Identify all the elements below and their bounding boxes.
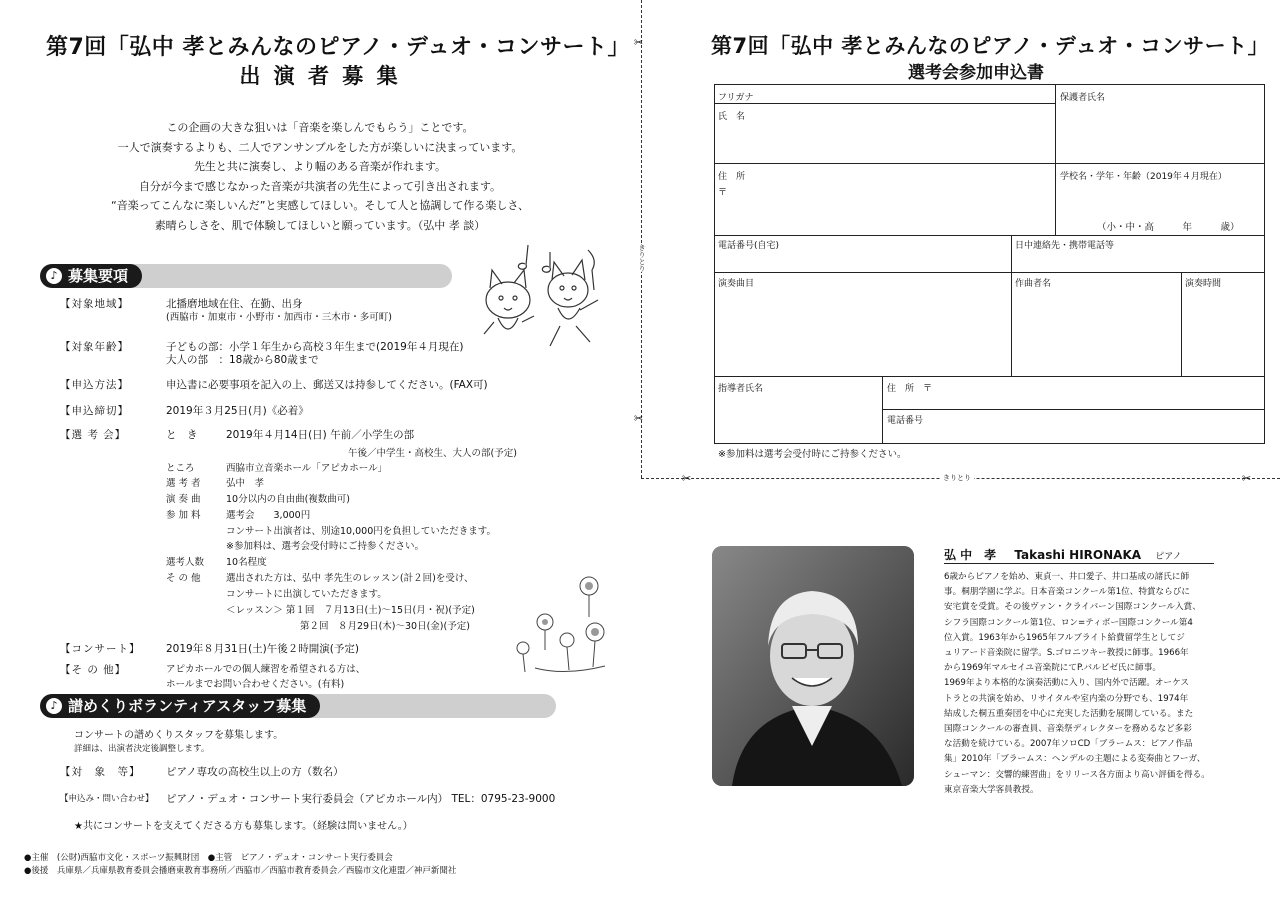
bio-line: から1969年マルセイユ音楽院にてP.バルビゼ氏に師事。 [944,663,1161,674]
age-label: 【対象年齢】 [60,341,129,353]
bio-line: トラとの共演を始め、リサイタルや室内楽の分野でも、1974年 [944,693,1189,704]
portrait-photo [712,546,914,786]
bio-line: 事。桐朋学園に学ぶ。日本音楽コンクール第1位、特賞ならびに [944,587,1190,598]
bio-line: 6歳からピアノを始め、東貞一、井口愛子、井口基成の諸氏に師 [944,572,1190,582]
daytime-contact-field[interactable]: 日中連絡先・携帯電話等 [1015,241,1115,251]
lesson1: ＜レッスン＞ 第１回 ７月13日(土)～15日(月・祝)(予定) [226,605,475,616]
scissors-icon: ✂ [1242,472,1252,485]
concert-value: 2019年８月31日(土)午後２時開演(予定) [166,643,359,655]
target-label: 【対 象 等】 [60,766,141,778]
deadline-label: 【申込締切】 [60,405,129,417]
footer-organizer: ●主催 (公財)西脇市文化・スポーツ振興財団 ●主管 ピアノ・デュオ・コンサート実行委員会 [24,853,393,863]
furigana-field[interactable]: フリガナ [718,93,754,103]
bio-line: ュリアード音楽院に留学。S.ゴロニツキー教授に師事。1966年 [944,648,1189,659]
flowers-illustration [505,572,615,687]
area-detail: (西脇市・加東市・小野市・加西市・三木市・多可町) [166,312,392,323]
toki-label: と き [166,429,198,441]
teacher-name-field[interactable]: 指導者氏名 [718,384,764,394]
home-phone-field[interactable]: 電話番号(自宅) [718,241,780,251]
tokoro-value: 西脇市立音楽ホール「アピカホール」 [226,463,388,474]
teacher-phone-field[interactable]: 電話番号 [887,416,924,426]
count-value: 10名程度 [226,557,267,568]
contact-value: ピアノ・デュオ・コンサート実行委員会（アピカホール内） TEL：0795-23-9000 [166,793,556,805]
other-label: そ の 他 [166,573,201,584]
section1-title: 募集要項 [68,267,129,285]
bio-role: ピアノ [1155,552,1182,562]
tokoro-label: ところ [166,463,195,474]
section1-header [40,264,142,288]
fee-label: 参 加 料 [166,510,201,521]
form-note: ※参加料は選考会受付時にご持参ください。 [718,449,907,460]
bio-line: シューマン：交響的練習曲」をリリース各方面より高い評価を得る。 [944,769,1210,780]
school-field[interactable]: 学校名・学年・年齢（2019年４月現在） [1060,172,1227,182]
bio-line: な活動を続けている。2007年ソロCD「ブラームス：ピアノ作品 [944,739,1193,750]
toki-value2: 午後／中学生・高校生、大人の部(予定) [348,448,517,459]
area-label: 【対象地域】 [60,298,129,310]
fee-note1: コンサート出演者は、別途10,000円を負担していただきます。 [226,526,496,537]
judge-value: 弘中 孝 [226,478,265,489]
bio-line: 位入賞。1963年から1965年フルブライト給費留学生としてジ [944,632,1185,643]
duration-field[interactable]: 演奏時間 [1185,279,1222,289]
age-child: 子どもの部：小学１年生から高校３年生まで(2019年４月現在) [166,341,464,353]
intro-text [40,118,600,235]
piece-value: 10分以内の自由曲(複数曲可) [226,494,351,505]
area-value: 北播磨地域在住、在勤、出身 [166,298,303,310]
bio-line: 結成した桐五重奏団を中心に充実した活動を展開している。また [944,708,1194,719]
method-value: 申込書に必要事項を記入の上、郵送又は持参してください。(FAX可) [166,379,488,391]
intro-line: 自分が今まで感じなかった音楽が共演者の先生によって引き出されます。 [138,179,502,193]
bio-roman: Takashi HIRONAKA [1014,548,1142,562]
support-note: ★共にコンサートを支えてくださる方も募集します。（経験は問いません。） [74,821,413,832]
intro-line: この企画の大きな狙いは「音楽を楽しんでもらう」ことです。 [166,121,474,134]
bio-line: シフラ国際コンクール第1位、ロン=ティボー国際コンクール第4 [944,617,1193,628]
age-adult: 大人の部 ：18歳から80歳まで [166,354,319,366]
staff-line1: コンサートの譜めくりスタッフを募集します。 [74,730,284,741]
staff-line2: 詳細は、出演者決定後調整します。 [74,744,210,754]
bio-heading [944,546,1182,563]
cut-label-horizontal: きりとり [940,473,974,483]
intro-line: “音楽ってこんなに楽しいんだ”と実感してほしい。そして人と協調して作る楽しさ、 [111,199,529,212]
concert-label: 【コンサート】 [60,643,141,655]
judge-label: 選 考 者 [166,478,201,489]
name-field[interactable]: 氏 名 [718,112,746,122]
target-value: ピアノ専攻の高校生以上の方（数名） [166,766,344,778]
fee-value: 選考会 3,000円 [226,510,311,521]
teacher-address-field[interactable]: 住 所 〒 [887,384,933,394]
bio-line: 集」2010年「ブラームス：ヘンデルの主題による変奏曲とフーガ、 [944,754,1206,765]
contact-label: 【申込み・問い合わせ】 [60,794,154,804]
count-label: 選考人数 [166,557,205,568]
others-value1: アピカホールでの個人練習を希望される方は、 [166,664,366,675]
piece-field[interactable]: 演奏曲目 [718,279,755,289]
intro-line: 一人で演奏するよりも、二人でアンサンブルをした方が楽しいに決まっています。 [117,140,523,154]
bio-line: 国際コンクールの審査員、音楽祭ディレクターを務めるなど多彩 [944,724,1192,735]
application-form [714,84,1265,444]
music-note-icon: ♪ [46,268,62,284]
cat-musicians-illustration [468,230,618,360]
grade-field[interactable]: （小・中・高 年 歳） [1097,222,1240,233]
postal-mark: 〒 [718,188,728,198]
other-value2: コンサートに出演していただきます。 [226,589,387,600]
intro-line: 素晴らしさを、肌で体験してほしいと願っています。（弘中 孝 談） [154,218,486,232]
footer-sponsors: ●後援 兵庫県／兵庫県教育委員会播磨東教育事務所／西脇市／西脇市教育委員会／西脇市文化連盟／神戸新聞社 [24,866,457,876]
left-subtitle: 出 演 者 募 集 [239,64,401,88]
piece-label: 演 奏 曲 [166,494,201,505]
other-value1: 選出された方は、弘中 孝先生のレッスン(計２回)を受け、 [226,573,474,584]
left-title: 第7回「弘中 孝とみんなのピアノ・デュオ・コンサート」 [46,35,631,60]
bio-name: 弘 中 孝 [944,548,997,562]
cut-line-vertical [641,0,642,478]
bio-text [944,570,1210,798]
scissors-icon: ✂ [682,472,692,485]
composer-field[interactable]: 作曲者名 [1015,279,1052,289]
bio-line: 1969年より本格的な演奏活動に入り、国内外で活躍。オーケス [944,678,1189,689]
cut-label-vertical: きりとり [638,244,646,272]
toki-value: 2019年４月14日(日) 午前／小学生の部 [226,429,415,441]
section2-title: 譜めくりボランティアスタッフ募集 [68,697,307,715]
guardian-name-field[interactable]: 保護者氏名 [1060,93,1106,103]
right-title: 第7回「弘中 孝とみんなのピアノ・デュオ・コンサート」 [711,34,1270,58]
scissors-icon: ✂ [634,412,644,425]
lesson2: 第２回 ８月29日(木)～30日(金)(予定) [300,621,470,632]
fee-note2: ※参加料は、選考会受付時にご持参ください。 [226,541,424,552]
audition-label: 【選 考 会】 [60,429,127,441]
method-label: 【申込方法】 [60,379,129,391]
intro-line: 先生と共に演奏し、より幅のある音楽が作れます。 [193,160,447,173]
section2-header [40,694,320,718]
bio-divider [944,563,1214,564]
scissors-icon: ✂ [634,36,644,49]
others-value2: ホールまでお問い合わせください。(有料) [166,679,345,690]
right-subtitle: 選考会参加申込書 [908,63,1044,83]
bio-line: 安宅賞を受賞。その後ヴァン・クライバーン国際コンクール入賞、 [944,602,1201,613]
others-label: 【そ の 他】 [60,664,127,676]
music-note-icon: ♪ [46,698,62,714]
address-field[interactable]: 住 所 [718,172,746,182]
bio-line: 東京音楽大学客員教授。 [944,784,1039,795]
deadline-value: 2019年３月25日(月)《必着》 [166,405,309,417]
